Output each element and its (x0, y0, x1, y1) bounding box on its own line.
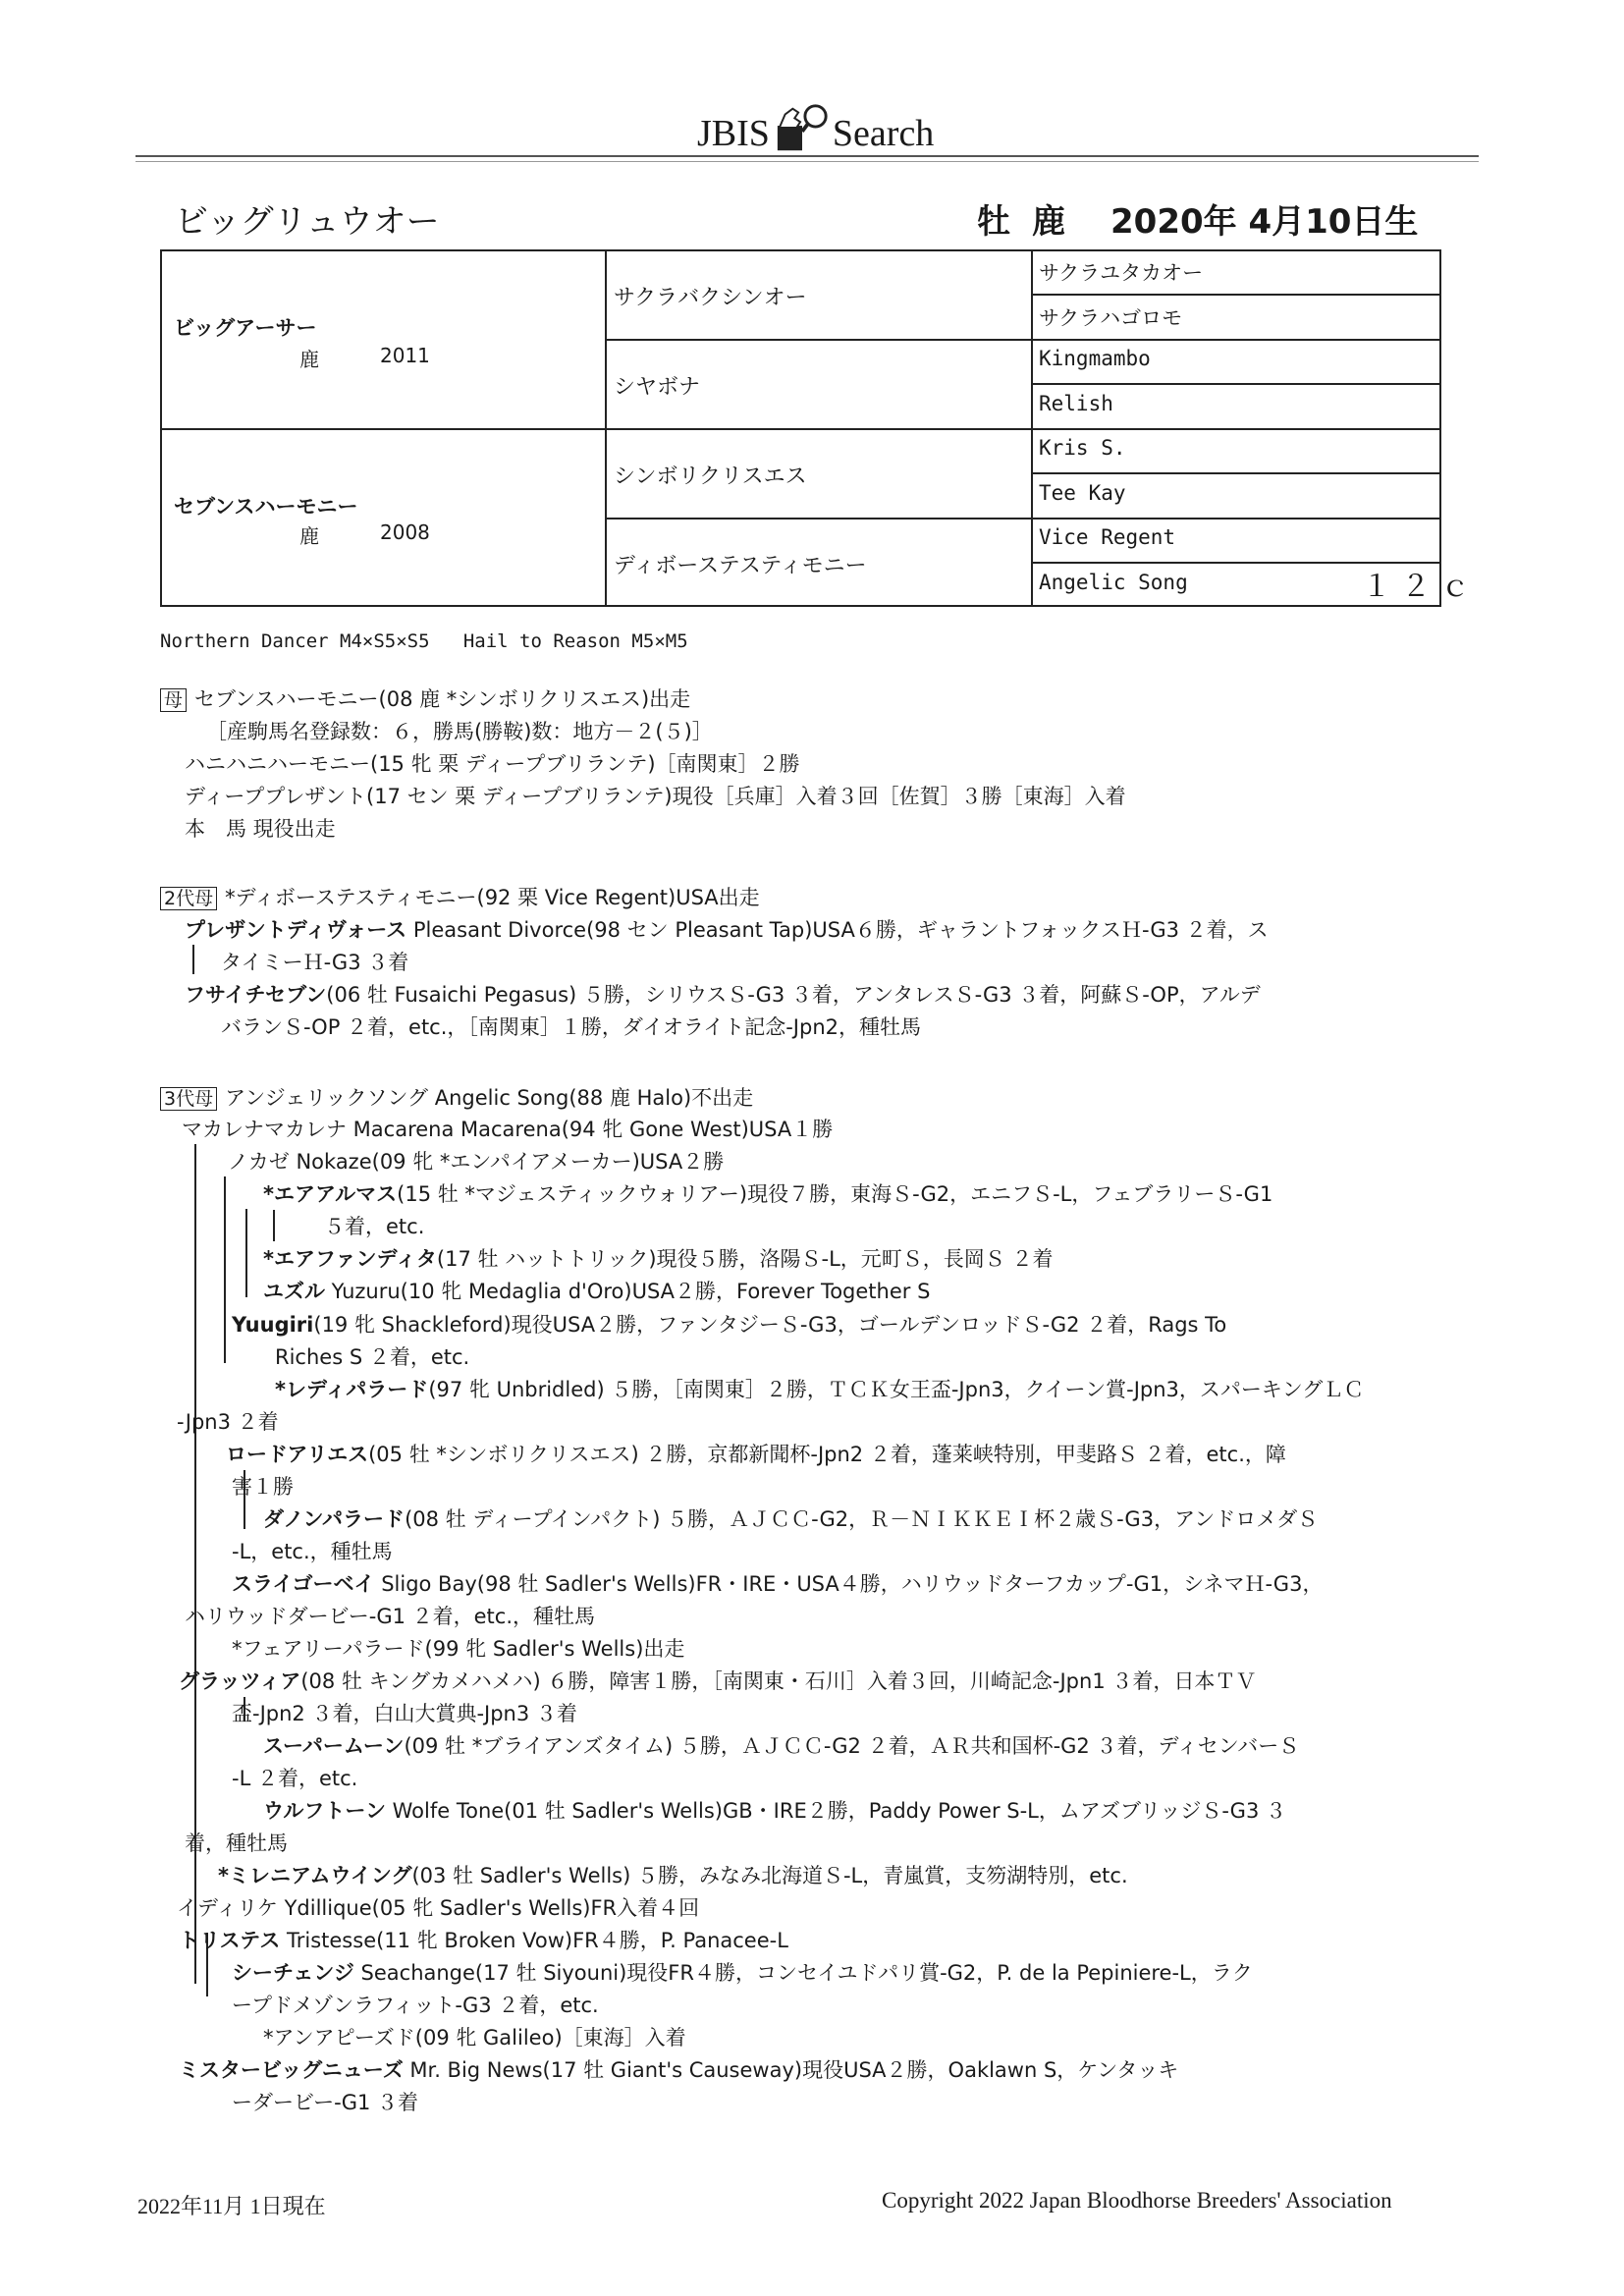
header-rule-thin (135, 161, 1479, 162)
g3-line (232, 1536, 393, 1565)
runner-name: *レディパラード (275, 1378, 429, 1401)
g3-ancestor: Relish (1039, 392, 1113, 415)
g3-line (232, 1698, 577, 1727)
g3-line (179, 1925, 788, 1954)
dam-color: 鹿 (299, 524, 319, 548)
sire-dam-name: シヤボナ (614, 375, 701, 400)
line-connector (194, 1144, 196, 1984)
g2-line: *ディボーステスティモニー(92 栗 Vice Regent)USA出走 (225, 886, 760, 909)
runner-record: ハリウッドダービー-G1 ２着，etc.，種牡馬 (185, 1605, 596, 1628)
logo-text-jbis: JBIS (697, 113, 770, 154)
line-connector (245, 1209, 247, 1297)
dam-line: ディーププレザント(17 セン 栗 ディープブリランテ)現役［兵庫］入着３回［佐賀］３勝［東海］入着 (185, 785, 1126, 808)
g3-ancestor: Vice Regent (1039, 525, 1176, 549)
section-tag: 母 (160, 688, 187, 712)
dam-year: 2008 (380, 520, 430, 544)
inbreeding-note: Northern Dancer M4×S5×S5 Hail to Reason M5×M5 (160, 630, 688, 652)
g3-line (275, 1374, 1364, 1403)
runner-record: マカレナマカレナ Macarena Macarena(94 牝 Gone West)USA１勝 (182, 1118, 834, 1141)
dam-section-heading (160, 683, 690, 713)
runner-record: -L，etc.，種牡馬 (232, 1540, 393, 1563)
g3-line (177, 1892, 699, 1922)
line-connector (224, 1176, 226, 1363)
runner-name: *ミレニアムウイング (218, 1864, 412, 1887)
runner-record: Pleasant Divorce(98 セン Pleasant Tap)USA６勝，ギャラントフォックスＨ-G3 ２着，ス (406, 918, 1269, 942)
g3-line (324, 1211, 424, 1240)
g3-ancestor: Tee Kay (1039, 481, 1126, 505)
runner-record: イディリケ Ydillique(05 牝 Sadler's Wells)FR入着４回 (177, 1896, 700, 1920)
dam-dam-name: ディボーステスティモニー (614, 554, 867, 578)
g3-line (185, 1601, 595, 1630)
jbis-search-logo (697, 98, 934, 155)
runner-name: *エアファンディタ (263, 1247, 437, 1271)
g3-line (232, 1957, 1253, 1987)
runner-name: スライゴーベイ (232, 1572, 375, 1596)
runner-record: *フェアリーパラード(99 牝 Sadler's Wells)出走 (232, 1637, 685, 1661)
g3-line (232, 2087, 418, 2116)
g3-line (232, 1990, 599, 2019)
runner-record: 害１勝 (232, 1475, 294, 1499)
g3-line (263, 1503, 1318, 1533)
g3-ancestor: サクラハゴロモ (1039, 306, 1183, 330)
line-connector (192, 945, 194, 974)
runner-record: Tristesse(11 牝 Broken Vow)FR４勝，P. Panacee-L (280, 1929, 788, 1952)
horse-color: 鹿 (1032, 202, 1065, 242)
g3-line (218, 1860, 1128, 1889)
pedigree-divider (605, 339, 1439, 341)
runner-name: シーチェンジ (232, 1961, 354, 1985)
horse-name: ビッグリュウオー (175, 202, 440, 242)
sire-color: 鹿 (299, 348, 319, 371)
header-rule (135, 155, 1479, 157)
dam-line: ハニハニハーモニー(15 牝 栗 ディープブリランテ)［南関東］２勝 (185, 752, 800, 776)
runner-name: フサイチセブン (185, 983, 327, 1007)
runner-record: (19 牝 Shackleford)現役USA２勝，ファンタジーＳ-G3，ゴールデンロッドＳ-G2 ２着，Rags To (313, 1313, 1227, 1337)
runner-name: ダノンパラード (263, 1507, 406, 1531)
sire-year: 2011 (380, 344, 430, 367)
runner-record: ープドメゾンラフィット-G3 ２着，etc. (232, 1994, 599, 2017)
g3-line (263, 1178, 1272, 1208)
g3-line: アンジェリックソング Angelic Song(88 鹿 Halo)不出走 (225, 1086, 754, 1110)
runner-record: (08 牡 キングカメハメハ) ６勝，障害１勝，［南関東・石川］入着３回，川崎記念-Jpn1 ３着，日本ＴＶ (300, 1669, 1257, 1693)
g3-line (232, 1471, 294, 1501)
runner-name: ミスタービッグニューズ (179, 2058, 404, 2082)
runner-name: スーパームーン (263, 1734, 405, 1758)
g3-ancestor: Kingmambo (1039, 347, 1151, 370)
runner-record: (09 牡 *ブライアンズタイム) ５勝，ＡＪＣＣ-G2 ２着，ＡＲ共和国杯-G2 ３着，ディセンバーＳ (404, 1734, 1300, 1758)
horse-sex: 牡 (977, 202, 1010, 242)
runner-record: 着，種牡馬 (185, 1831, 288, 1855)
runner-record: Mr. Big News(17 牡 Giant's Causeway)現役USA２勝，Oaklawn S，ケンタッキ (403, 2058, 1179, 2082)
g3-line (263, 1243, 1053, 1273)
horse-magnifier-icon (774, 98, 831, 157)
pedigree-divider (1031, 472, 1439, 474)
runner-record: ノカゼ Nokaze(09 牝 *エンパイアメーカー)USA２勝 (228, 1150, 725, 1174)
runner-record: (05 牡 *シンボリクリスエス) ２勝，京都新聞杯-Jpn2 ２着，蓬莱峡特別，甲斐路Ｓ ２着，etc.，障 (368, 1443, 1286, 1466)
line-connector (273, 1210, 275, 1241)
runner-record: 盃-Jpn2 ３着，白山大賞典-Jpn3 ３着 (232, 1702, 577, 1725)
g2-line: タイミーＨ-G3 ３着 (221, 951, 409, 974)
g3-section-heading (160, 1082, 753, 1112)
copyright: Copyright 2022 Japan Bloodhorse Breeders' Association (882, 2188, 1392, 2213)
runner-name: ロードアリエス (226, 1443, 369, 1466)
runner-record: (15 牡 *マジェスティックウォリアー)現役７勝，東海Ｓ-G2，エニフＳ-L，フェブラリーＳ-G1 (397, 1182, 1273, 1206)
horse-birthdate: 2020年 4月10日生 (1110, 202, 1419, 242)
as-of-date: 2022年11月 1日現在 (137, 2194, 326, 2218)
g2-line: バランＳ-OP ２着，etc.，［南関東］１勝，ダイオライト記念-Jpn2，種牡馬 (221, 1015, 921, 1039)
pedigree-divider (605, 518, 1439, 519)
g3-line (263, 1795, 1286, 1825)
runner-record: Riches S ２着，etc. (275, 1345, 470, 1369)
pedigree-divider (1031, 294, 1439, 296)
runner-record: Wolfe Tone(01 牡 Sadler's Wells)GB・IRE２勝，Paddy Power S-L，ムアズブリッジＳ-G3 ３ (385, 1799, 1286, 1823)
g3-line (263, 1276, 930, 1305)
sire-sire-name: サクラバクシンオー (614, 286, 807, 310)
g3-line (177, 1406, 279, 1436)
g2-line (185, 914, 1269, 944)
pedigree-table (160, 249, 1441, 607)
runner-record: ーダービー-G1 ３着 (232, 2091, 419, 2114)
g3-line (232, 1763, 357, 1792)
g3-line (232, 1309, 1226, 1339)
g3-ancestor: Kris S. (1039, 436, 1126, 460)
g3-ancestor: Angelic Song (1039, 571, 1188, 594)
g3-line (263, 1730, 1299, 1760)
runner-record: ５着，etc. (324, 1215, 425, 1238)
runner-name: グラッツィア (179, 1669, 301, 1693)
runner-name: ユズル (263, 1280, 325, 1303)
g2-line (185, 979, 1261, 1009)
runner-record: (17 牡 ハットトリック)現役５勝，洛陽Ｓ-L，元町Ｓ，長岡Ｓ ２着 (436, 1247, 1054, 1271)
g3-line (179, 1666, 1256, 1695)
horse-meta (977, 194, 1418, 243)
dam-line: セブンスハーモニー(08 鹿 *シンボリクリスエス)出走 (194, 687, 691, 711)
runner-name: ウルフトーン (263, 1799, 386, 1823)
g3-line (226, 1439, 1286, 1468)
section-tag: 3代母 (160, 1087, 217, 1111)
runner-record: -Jpn3 ２着 (177, 1410, 279, 1434)
g2-section-heading (160, 882, 760, 911)
pedigree-divider (1031, 383, 1439, 385)
runner-name: プレザントディヴォース (185, 918, 407, 942)
family-number: １２ｃ (1362, 571, 1480, 603)
dam-name: セブンスハーモニー (174, 495, 358, 519)
runner-name: *エアアルマス (263, 1182, 398, 1206)
runner-record: (03 牡 Sadler's Wells) ５勝，みなみ北海道Ｓ-L，青嵐賞，支笏湖特別，etc. (411, 1864, 1128, 1887)
runner-record: Seachange(17 牡 Siyouni)現役FR４勝，コンセイユドパリ賞-G2，P. de la Pepiniere-L，ラク (353, 1961, 1253, 1985)
g3-line (185, 1828, 288, 1857)
g3-line (179, 2054, 1178, 2084)
runner-record: (08 牡 ディープインパクト) ５勝，ＡＪＣＣ-G2，Ｒ－ＮＩＫＫＥＩ杯２歳Ｓ-G3，アンドロメダＳ (405, 1507, 1319, 1531)
dam-line: 本 馬 現役出走 (185, 817, 336, 841)
dam-line: ［産駒馬名登録数：６，勝馬(勝鞍)数：地方－２(５)］ (206, 720, 713, 743)
runner-record: Sligo Bay(98 牡 Sadler's Wells)FR・IRE・USA４勝，ハリウッドターフカップ-G1，シネマＨ-G3， (374, 1572, 1324, 1596)
runner-record: (06 牡 Fusaichi Pegasus) ５勝，シリウスＳ-G3 ３着，アンタレスＳ-G3 ３着，阿蘇Ｓ-OP，アルデ (326, 983, 1261, 1007)
g3-line (232, 1568, 1323, 1598)
g3-ancestor: サクラユタカオー (1039, 261, 1204, 285)
g3-line (263, 2022, 686, 2051)
section-tag: 2代母 (160, 887, 217, 910)
runner-record: -L ２着，etc. (232, 1767, 358, 1790)
runner-name: Yuugiri (232, 1313, 314, 1337)
runner-record: Yuzuru(10 牝 Medaglia d'Oro)USA２勝，Forever Together S (325, 1280, 931, 1303)
logo-text-search: Search (832, 113, 935, 154)
sire-name: ビッグアーサー (174, 316, 317, 340)
g3-line (232, 1633, 684, 1663)
g3-line (182, 1114, 833, 1143)
runner-record: (97 牝 Unbridled) ５勝，［南関東］２勝，ＴＣＫ女王盃-Jpn3，クイーン賞-Jpn3，スパーキングＬＣ (428, 1378, 1365, 1401)
runner-name: トリステス (179, 1929, 281, 1952)
dam-sire-name: シンボリクリスエス (614, 465, 807, 489)
pedigree-divider (162, 428, 1439, 430)
g3-line (228, 1146, 724, 1175)
runner-record: *アンアピーズド(09 牝 Galileo)［東海］入着 (263, 2026, 686, 2050)
g3-line (275, 1341, 469, 1371)
